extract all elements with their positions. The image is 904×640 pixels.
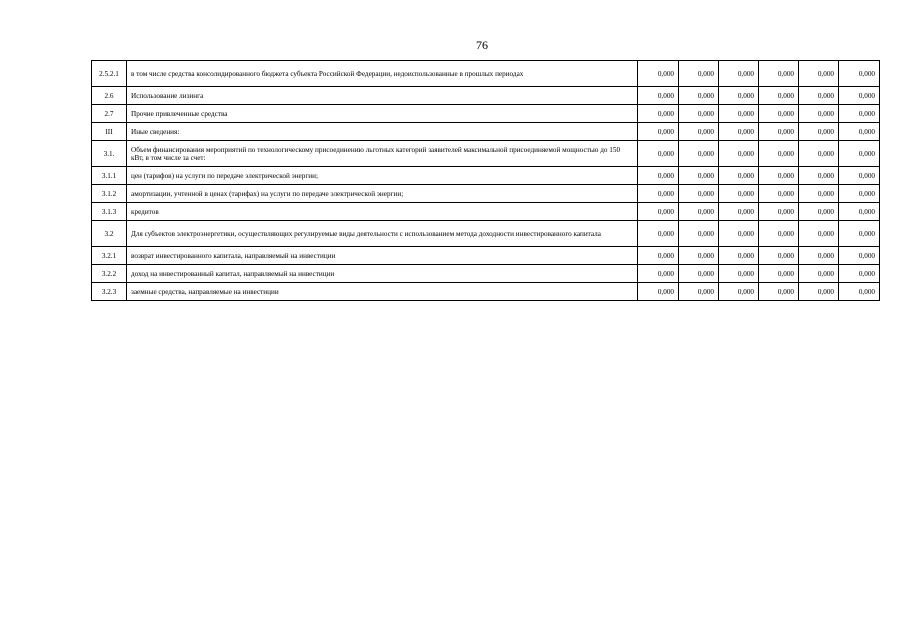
row-value: 0,000 (719, 141, 759, 167)
row-value: 0,000 (638, 141, 679, 167)
row-value: 0,000 (719, 247, 759, 265)
row-value: 0,000 (679, 61, 719, 87)
row-description: Объем финансирования мероприятий по технологическому присоединению льготных категорий заявителей максимальной присоединяемой мощностью до 150 кВт, в том числе за счет: (127, 141, 638, 167)
row-description: доход на инвестированный капитал, направляемый на инвестиции (127, 265, 638, 283)
row-value: 0,000 (839, 167, 880, 185)
row-value: 0,000 (759, 185, 799, 203)
row-value: 0,000 (719, 61, 759, 87)
row-value: 0,000 (799, 61, 839, 87)
row-value: 0,000 (638, 167, 679, 185)
row-code: 3.2.3 (92, 283, 127, 301)
row-value: 0,000 (719, 185, 759, 203)
row-description: кредитов (127, 203, 638, 221)
table-row (92, 167, 880, 185)
row-code: 2.5.2.1 (92, 61, 127, 87)
row-value: 0,000 (839, 247, 880, 265)
row-description: амортизации, учтенной в ценах (тарифах) на услуги по передаче электрической энергии; (127, 185, 638, 203)
table-row (92, 283, 880, 301)
row-value: 0,000 (638, 247, 679, 265)
row-code: 3.1.3 (92, 203, 127, 221)
row-value: 0,000 (799, 265, 839, 283)
row-value: 0,000 (679, 87, 719, 105)
row-value: 0,000 (719, 203, 759, 221)
row-code: 3.1.1 (92, 167, 127, 185)
row-value: 0,000 (759, 105, 799, 123)
row-value: 0,000 (679, 221, 719, 247)
table-row (92, 105, 880, 123)
row-value: 0,000 (759, 61, 799, 87)
row-value: 0,000 (799, 167, 839, 185)
row-value: 0,000 (638, 87, 679, 105)
row-code: 3.1. (92, 141, 127, 167)
row-value: 0,000 (759, 203, 799, 221)
row-value: 0,000 (679, 247, 719, 265)
row-value: 0,000 (759, 221, 799, 247)
row-value: 0,000 (679, 141, 719, 167)
row-value: 0,000 (719, 283, 759, 301)
table-row (92, 87, 880, 105)
table-row (92, 141, 880, 167)
row-value: 0,000 (638, 265, 679, 283)
table-row (92, 203, 880, 221)
row-description: в том числе средства консолидированного бюджета субъекта Российской Федерации, недоиспользованные в прошлых периодах (127, 61, 638, 87)
row-value: 0,000 (759, 265, 799, 283)
row-description: Иные сведения: (127, 123, 638, 141)
table-row (92, 265, 880, 283)
row-value: 0,000 (759, 87, 799, 105)
row-value: 0,000 (839, 283, 880, 301)
row-description: Использование лизинга (127, 87, 638, 105)
row-value: 0,000 (638, 105, 679, 123)
row-value: 0,000 (679, 185, 719, 203)
row-value: 0,000 (679, 123, 719, 141)
row-value: 0,000 (799, 247, 839, 265)
row-value: 0,000 (719, 265, 759, 283)
row-value: 0,000 (759, 123, 799, 141)
page-number: 76 (476, 38, 488, 52)
row-value: 0,000 (638, 185, 679, 203)
table-row (92, 61, 880, 87)
row-description: Для субъектов электроэнергетики, осуществляющих регулируемые виды деятельности с использованием метода доходности инвестированного капитала (127, 221, 638, 247)
row-value: 0,000 (759, 167, 799, 185)
row-value: 0,000 (839, 221, 880, 247)
row-value: 0,000 (638, 283, 679, 301)
row-code: 2.6 (92, 87, 127, 105)
row-value: 0,000 (719, 123, 759, 141)
row-value: 0,000 (638, 203, 679, 221)
row-code: III (92, 123, 127, 141)
row-value: 0,000 (839, 141, 880, 167)
row-value: 0,000 (839, 105, 880, 123)
row-value: 0,000 (679, 283, 719, 301)
row-value: 0,000 (799, 203, 839, 221)
table-body (92, 61, 880, 301)
row-value: 0,000 (679, 203, 719, 221)
row-code: 3.1.2 (92, 185, 127, 203)
row-value: 0,000 (679, 265, 719, 283)
row-value: 0,000 (638, 123, 679, 141)
table-row (92, 185, 880, 203)
row-value: 0,000 (839, 185, 880, 203)
financing-table (91, 60, 880, 301)
row-description: заемные средства, направляемые на инвестиции (127, 283, 638, 301)
row-code: 3.2 (92, 221, 127, 247)
row-description: цен (тарифов) на услуги по передаче электрической энергии; (127, 167, 638, 185)
row-description: Прочие привлеченные средства (127, 105, 638, 123)
row-value: 0,000 (679, 167, 719, 185)
row-value: 0,000 (839, 87, 880, 105)
row-value: 0,000 (799, 105, 839, 123)
row-value: 0,000 (638, 61, 679, 87)
row-value: 0,000 (799, 283, 839, 301)
row-code: 3.2.1 (92, 247, 127, 265)
row-value: 0,000 (759, 247, 799, 265)
row-code: 3.2.2 (92, 265, 127, 283)
row-value: 0,000 (638, 221, 679, 247)
row-value: 0,000 (839, 265, 880, 283)
row-description: возврат инвестированного капитала, направляемый на инвестиции (127, 247, 638, 265)
row-value: 0,000 (799, 123, 839, 141)
row-code: 2.7 (92, 105, 127, 123)
row-value: 0,000 (679, 105, 719, 123)
row-value: 0,000 (719, 167, 759, 185)
row-value: 0,000 (719, 87, 759, 105)
row-value: 0,000 (799, 185, 839, 203)
row-value: 0,000 (759, 283, 799, 301)
row-value: 0,000 (759, 141, 799, 167)
table-row (92, 123, 880, 141)
row-value: 0,000 (839, 123, 880, 141)
row-value: 0,000 (719, 105, 759, 123)
row-value: 0,000 (719, 221, 759, 247)
table-row (92, 221, 880, 247)
row-value: 0,000 (799, 141, 839, 167)
row-value: 0,000 (839, 61, 880, 87)
table-row (92, 247, 880, 265)
row-value: 0,000 (839, 203, 880, 221)
row-value: 0,000 (799, 87, 839, 105)
row-value: 0,000 (799, 221, 839, 247)
